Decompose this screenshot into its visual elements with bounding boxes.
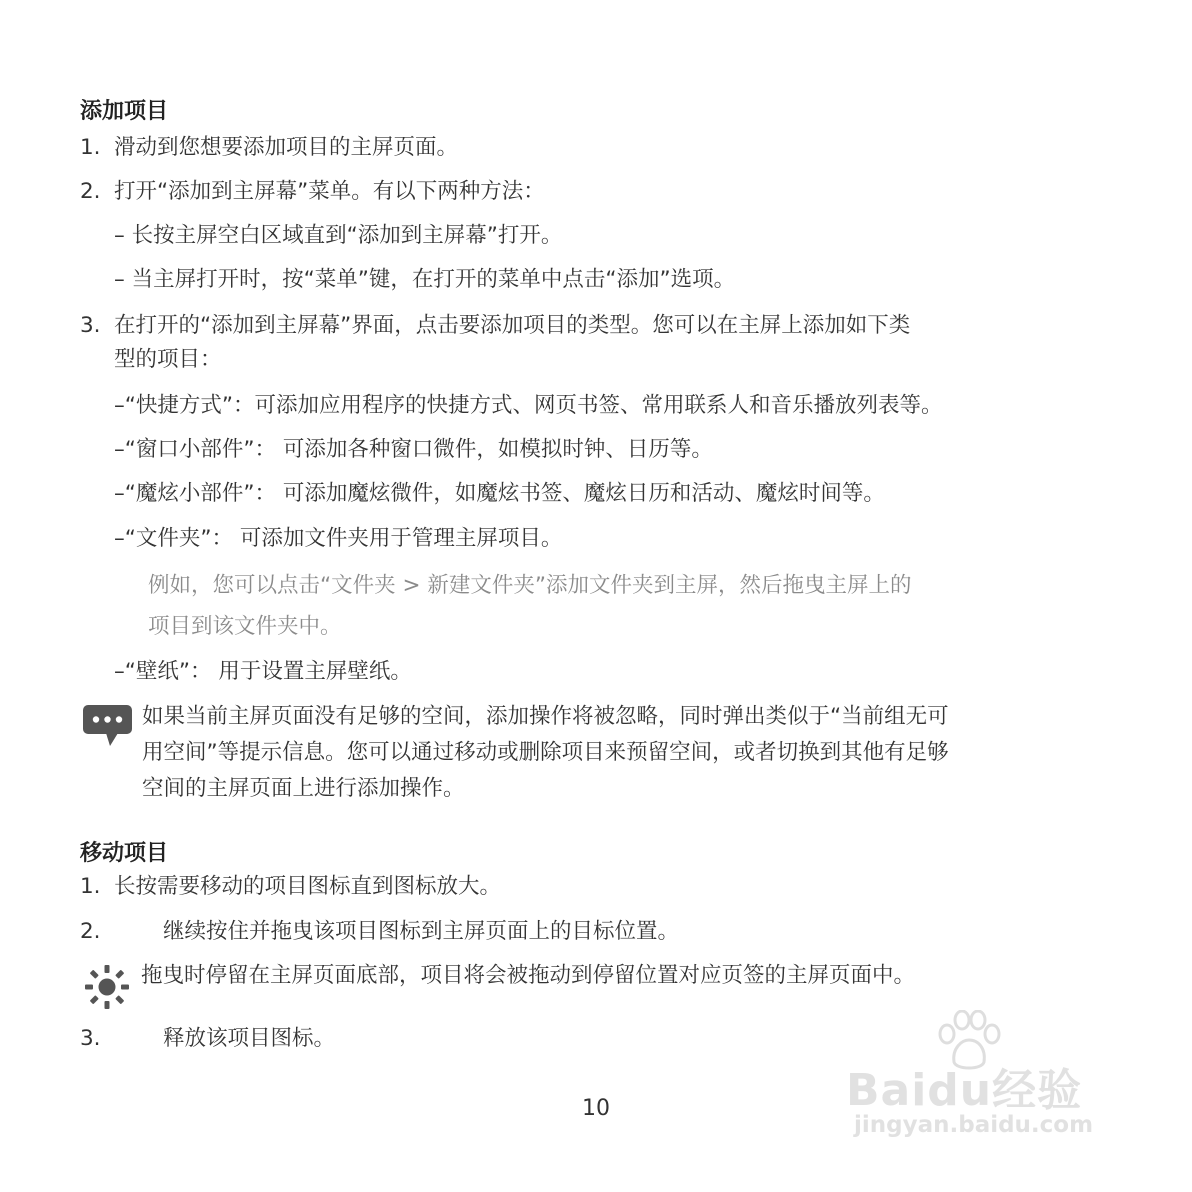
type-item-wallpaper: –“壁纸”： 用于设置主屏壁纸。 (114, 659, 412, 684)
speech-bubble-icon (82, 704, 134, 750)
step-number: 3. (80, 1026, 101, 1051)
tip-text: 如果当前主屏页面没有足够的空间，添加操作将被忽略，同时弹出类似于“当前组无可 (142, 704, 949, 729)
section-title-move-items: 移动项目 (80, 841, 169, 866)
step-text: 长按需要移动的项目图标直到图标放大。 (114, 874, 502, 899)
method-item: – 长按主屏空白区域直到“添加到主屏幕”打开。 (114, 223, 563, 248)
step-number: 1. (80, 874, 101, 899)
watermark-url: jingyan.baidu.com (854, 1112, 1094, 1138)
tip-text: 空间的主屏页面上进行添加操作。 (142, 776, 465, 801)
step-text-continued: 型的项目： (114, 347, 222, 372)
type-item-widget: –“窗口小部件”： 可添加各种窗口微件，如模拟时钟、日历等。 (114, 437, 713, 462)
step-text: 继续按住并拖曳该项目图标到主屏页面上的目标位置。 (163, 919, 680, 944)
sun-icon (82, 962, 132, 1012)
step-number: 2. (80, 919, 101, 944)
step-text: 在打开的“添加到主屏幕”界面，点击要添加项目的类型。您可以在主屏上添加如下类 (114, 313, 911, 338)
tip-text: 用空间”等提示信息。您可以通过移动或删除项目来预留空间，或者切换到其他有足够 (142, 740, 949, 765)
step-number: 2. (80, 179, 101, 204)
type-item-shortcut: –“快捷方式”：可添加应用程序的快捷方式、网页书签、常用联系人和音乐播放列表等。 (114, 393, 943, 418)
step-number: 3. (80, 313, 101, 338)
step-text: 释放该项目图标。 (163, 1026, 336, 1051)
tip-text: 拖曳时停留在主屏页面底部，项目将会被拖动到停留位置对应页签的主屏页面中。 (141, 963, 916, 988)
type-item-magic-widget: –“魔炫小部件”： 可添加魔炫微件，如魔炫书签、魔炫日历和活动、魔炫时间等。 (114, 481, 885, 506)
step-text: 打开“添加到主屏幕”菜单。有以下两种方法： (114, 179, 545, 204)
page-number: 10 (582, 1096, 610, 1121)
method-item: – 当主屏打开时，按“菜单”键，在打开的菜单中点击“添加”选项。 (114, 267, 736, 292)
section-title-add-items: 添加项目 (80, 99, 169, 124)
step-text: 滑动到您想要添加项目的主屏页面。 (114, 135, 459, 160)
baidu-watermark (840, 1010, 1130, 1160)
folder-note: 例如，您可以点击“文件夹 > 新建文件夹”添加文件夹到主屏，然后拖曳主屏上的 (148, 573, 912, 598)
watermark-logo: Baidu经验 (846, 1065, 1083, 1116)
step-number: 1. (80, 135, 101, 160)
type-item-folder: –“文件夹”： 可添加文件夹用于管理主屏项目。 (114, 526, 563, 551)
folder-note-continued: 项目到该文件夹中。 (148, 614, 342, 639)
